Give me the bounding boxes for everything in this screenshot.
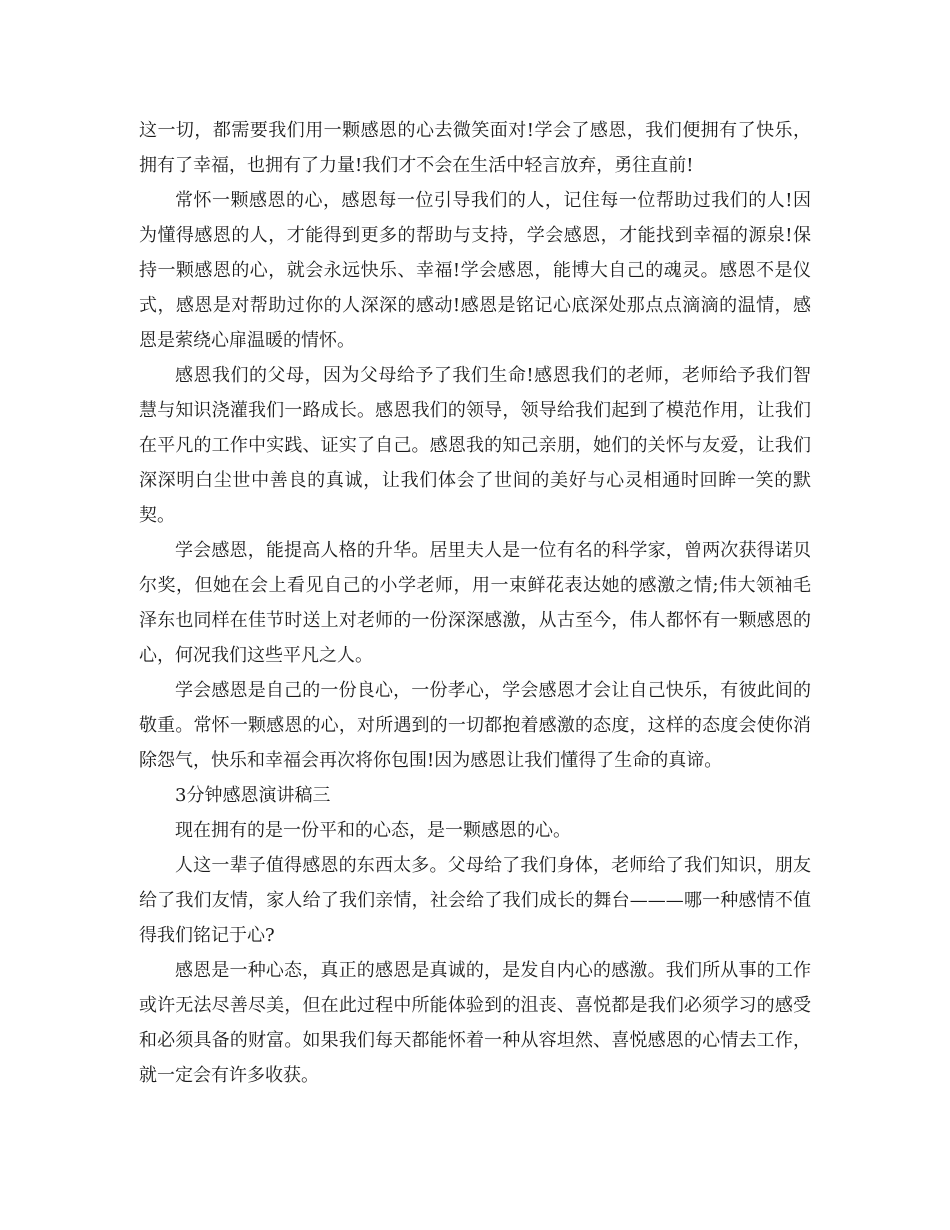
paragraph: 常怀一颗感恩的心，感恩每一位引导我们的人，记住每一位帮助过我们的人!因为懂得感恩的人，才能得到更多的帮助与支持，学会感恩，才能找到幸福的源泉!保持一颗感恩的心，就会永远快乐、幸福!学会感恩，能博大自己的魂灵。感恩不是仪式，感恩是对帮助过你的人深深的感动!感恩是铭记心底深处那点点滴滴的温情，感恩是萦绕心扉温暖的情怀。 [139,190,811,351]
paragraph: 人这一辈子值得感恩的东西太多。父母给了我们身体，老师给了我们知识，朋友给了我们友情，家人给了我们亲情，社会给了我们成长的舞台———哪一种感情不值得我们铭记于心? [139,855,811,946]
paragraph-continuation: 这一切，都需要我们用一颗感恩的心去微笑面对!学会了感恩，我们便拥有了快乐，拥有了幸福，也拥有了力量!我们才不会在生活中轻言放弃，勇往直前! [139,120,811,176]
paragraph: 感恩我们的父母，因为父母给予了我们生命!感恩我们的老师，老师给予我们智慧与知识浇灌我们一路成长。感恩我们的领导，领导给我们起到了模范作用，让我们在平凡的工作中实践、证实了自己。感恩我的知己亲朋，她们的关怀与友爱，让我们深深明白尘世中善良的真诚，让我们体会了世间的美好与心灵相通时回眸一笑的默契。 [139,365,811,526]
section-heading: 3分钟感恩演讲稿三 [175,785,331,806]
paragraph: 现在拥有的是一份平和的心态，是一颗感恩的心。 [175,820,571,841]
document-body [139,113,811,1093]
paragraph: 学会感恩，能提高人格的升华。居里夫人是一位有名的科学家，曾两次获得诺贝尔奖，但她在会上看见自己的小学老师，用一束鲜花表达她的感激之情;伟大领袖毛泽东也同样在佳节时送上对老师的一份深深感激，从古至今，伟人都怀有一颗感恩的心，何况我们这些平凡之人。 [139,540,811,666]
paragraph: 感恩是一种心态，真正的感恩是真诚的，是发自内心的感激。我们所从事的工作或许无法尽善尽美，但在此过程中所能体验到的沮丧、喜悦都是我们必须学习的感受和必须具备的财富。如果我们每天都能怀着一种从容坦然、喜悦感恩的心情去工作，就一定会有许多收获。 [139,960,811,1086]
paragraph: 学会感恩是自己的一份良心，一份孝心，学会感恩才会让自己快乐，有彼此间的敬重。常怀一颗感恩的心，对所遇到的一切都抱着感激的态度，这样的态度会使你消除怨气，快乐和幸福会再次将你包围!因为感恩让我们懂得了生命的真谛。 [139,680,811,771]
